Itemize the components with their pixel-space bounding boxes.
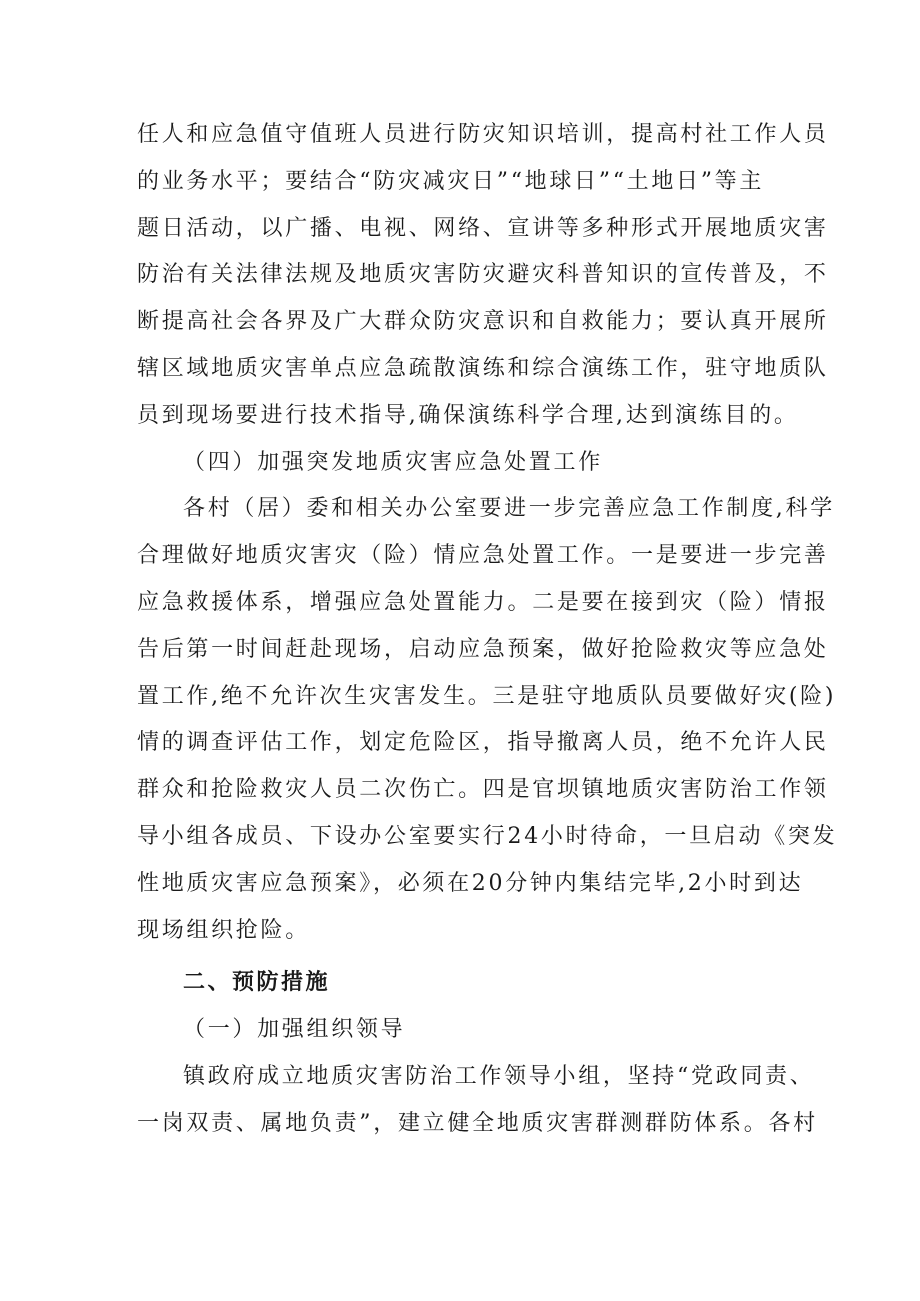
paragraph-line: 群众和抢险救灾人员二次伤亡。四是官坝镇地质灾害防治工作领 xyxy=(137,777,829,803)
paragraph-line: 任人和应急值守值班人员进行防灾知识培训，提高村社工作人员 xyxy=(137,122,829,147)
paragraph-line: 导小组各成员、下设办公室要实行24小时待命，一旦启动《突发 xyxy=(137,823,838,849)
paragraph-line: 员到现场要进行技术指导,确保演练科学合理,达到演练目的。 xyxy=(137,402,799,428)
paragraph-line: 情的调查评估工作，划定危险区，指导撤离人员，绝不允许人民 xyxy=(137,730,829,756)
paragraph-line: 现场组织抢险。 xyxy=(137,917,310,943)
paragraph-line: 置工作,绝不允许次生灾害发生。三是驻守地质队员要做好灾(险) xyxy=(137,683,837,709)
paragraph-line: 各村（居）委和相关办公室要进一步完善应急工作制度,科学 xyxy=(183,496,835,522)
paragraph-line: 镇政府成立地质灾害防治工作领导小组，坚持“党政同责、 xyxy=(183,1063,815,1089)
paragraph-line: 断提高社会各界及广大群众防灾意识和自救能力；要认真开展所 xyxy=(137,309,829,335)
paragraph-line: 辖区域地质灾害单点应急疏散演练和综合演练工作，驻守地质队 xyxy=(137,355,829,381)
paragraph-line: 防治有关法律法规及地质灾害防灾避灾科普知识的宣传普及，不 xyxy=(137,262,829,288)
paragraph-line: 一岗双责、属地负责”，建立健全地质灾害群测群防体系。各村 xyxy=(137,1110,818,1136)
document-body xyxy=(137,112,838,1148)
paragraph-line: 应急救援体系，增强应急处置能力。二是要在接到灾（险）情报 xyxy=(137,589,829,615)
paragraph-line: 题日活动，以广播、电视、网络、宣讲等多种形式开展地质灾害 xyxy=(137,215,829,241)
paragraph-line: 的业务水平；要结合“防灾减灾日”“地球日”“土地日”等主 xyxy=(137,168,765,194)
subsection-heading: （一）加强组织领导 xyxy=(183,1017,406,1043)
subsection-heading: （四）加强突发地质灾害应急处置工作 xyxy=(183,449,603,475)
paragraph-line: 告后第一时间赶赴现场，启动应急预案，做好抢险救灾等应急处 xyxy=(137,636,829,662)
paragraph-line: 合理做好地质灾害灾（险）情应急处置工作。一是要进一步完善 xyxy=(137,543,829,569)
section-heading: 二、预防措施 xyxy=(183,970,331,996)
paragraph-line: 性地质灾害应急预案》，必须在20分钟内集结完毕,2小时到达 xyxy=(137,870,804,896)
